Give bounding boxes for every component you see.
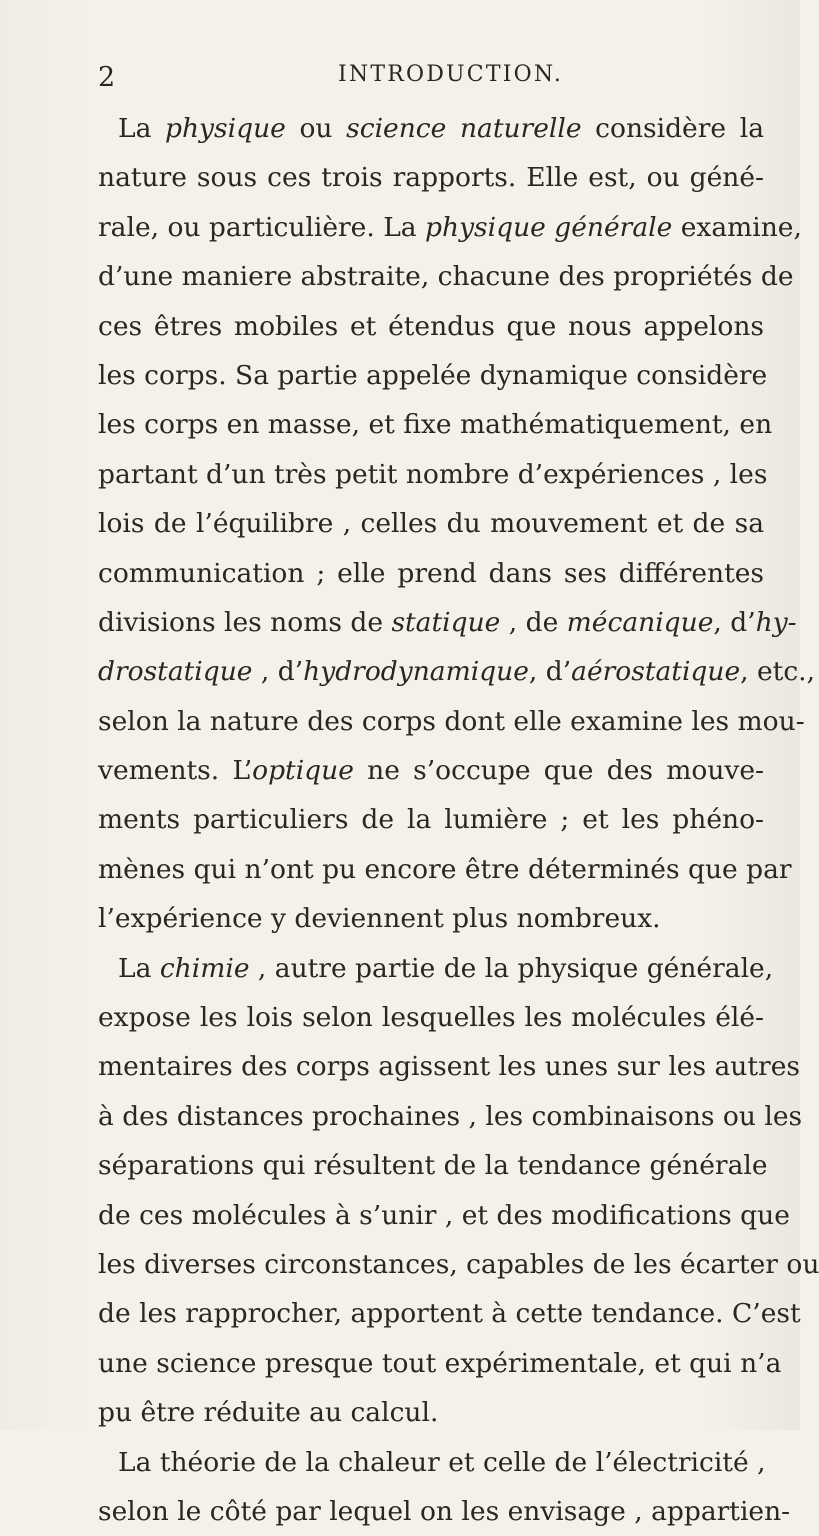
running-title: INTRODUCTION. bbox=[338, 62, 564, 87]
text-line: d’une maniere abstraite, chacune des propriétés de bbox=[98, 261, 794, 293]
body-text bbox=[98, 104, 819, 1536]
text-line: ments particuliers de la lumière ; et les phéno- bbox=[98, 804, 764, 836]
text-line: nature sous ces trois rapports. Elle est, ou géné- bbox=[98, 162, 764, 194]
text-line: les diverses circonstances, capables de les écarter ou bbox=[98, 1248, 819, 1280]
text-line: séparations qui résultent de la tendance générale bbox=[98, 1150, 768, 1182]
running-head bbox=[98, 62, 738, 96]
text-line: ces êtres mobiles et étendus que nous appelons bbox=[98, 310, 764, 342]
text-line: La physique ou science naturelle considère la bbox=[118, 113, 764, 144]
text-line: selon la nature des corps dont elle examine les mou- bbox=[98, 705, 805, 737]
text-line: une science presque tout expérimentale, et qui n’a bbox=[98, 1347, 782, 1379]
text-line: mènes qui n’ont pu encore être déterminés que par bbox=[98, 853, 792, 885]
page-number: 2 bbox=[98, 62, 116, 93]
text-line: selon le côté par lequel on les envisage , appartien- bbox=[98, 1495, 791, 1527]
text-line: l’expérience y deviennent plus nombreux. bbox=[98, 903, 661, 935]
text-line: les corps en masse, et fixe mathématiquement, en bbox=[98, 409, 773, 441]
text-line: les corps. Sa partie appelée dynamique considère bbox=[98, 359, 768, 391]
text-line: de les rapprocher, apportent à cette tendance. C’est bbox=[98, 1298, 801, 1330]
text-line: partant d’un très petit nombre d’expériences , les bbox=[98, 458, 768, 490]
text-line: à des distances prochaines , les combinaisons ou les bbox=[98, 1100, 803, 1132]
text-line: divisions les noms de statique , de mécanique, d’hy- bbox=[98, 606, 797, 638]
text-line: expose les lois selon lesquelles les molécules élé- bbox=[98, 1002, 764, 1034]
text-line: La chimie , autre partie de la physique générale, bbox=[118, 952, 774, 984]
text-line: pu être réduite au calcul. bbox=[98, 1397, 439, 1429]
text-line: rale, ou particulière. La physique générale examine, bbox=[98, 211, 802, 243]
text-line: drostatique , d’hydrodynamique, d’aérostatique, etc., bbox=[98, 656, 816, 688]
text-line: communication ; elle prend dans ses différentes bbox=[98, 557, 764, 589]
text-line: vements. L’optique ne s’occupe que des mouve- bbox=[98, 755, 764, 787]
text-line: de ces molécules à s’unir , et des modifications que bbox=[98, 1199, 790, 1231]
text-line: mentaires des corps agissent les unes sur les autres bbox=[98, 1051, 800, 1083]
text-line: lois de l’équilibre , celles du mouvement et de sa bbox=[98, 508, 764, 540]
text-line: La théorie de la chaleur et celle de l’électricité , bbox=[118, 1446, 766, 1478]
